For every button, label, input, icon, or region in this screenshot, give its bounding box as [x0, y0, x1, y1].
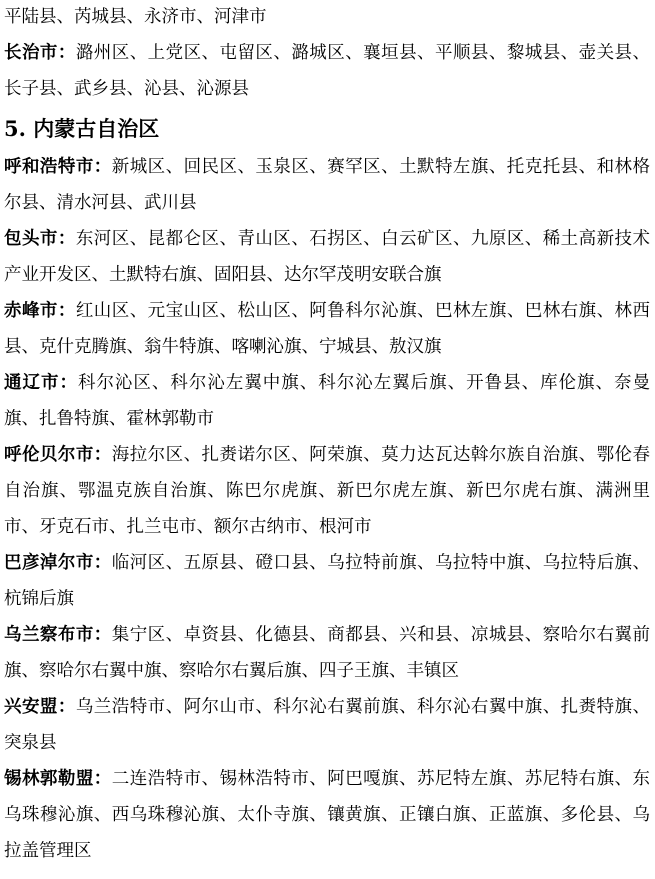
entry-hohhot — [4, 149, 650, 221]
district-list: 东河区、昆都仑区、青山区、石拐区、白云矿区、九原区、稀土高新技术产业开发区、土默特右旗、固阳县、达尔罕茂明安联合旗 — [4, 229, 651, 285]
city-name: 兴安盟： — [4, 697, 76, 717]
entry-baotou — [4, 221, 650, 293]
district-list: 科尔沁区、科尔沁左翼中旗、科尔沁左翼后旗、开鲁县、库伦旗、奈曼旗、扎鲁特旗、霍林郭勒市 — [4, 373, 651, 429]
intro-districts: 平陆县、芮城县、永济市、河津市 — [4, 7, 267, 27]
city-name: 赤峰市： — [4, 301, 76, 321]
document-page — [4, 0, 650, 869]
intro-line — [4, 0, 650, 35]
district-list: 二连浩特市、锡林浩特市、阿巴嘎旗、苏尼特左旗、苏尼特右旗、东乌珠穆沁旗、西乌珠穆沁旗、太仆寺旗、镶黄旗、正镶白旗、正蓝旗、多伦县、乌拉盖管理区 — [4, 769, 651, 861]
district-list: 乌兰浩特市、阿尔山市、科尔沁右翼前旗、科尔沁右翼中旗、扎赉特旗、突泉县 — [4, 697, 651, 753]
city-name: 长治市： — [4, 43, 76, 63]
district-list: 潞州区、上党区、屯留区、潞城区、襄垣县、平顺县、黎城县、壶关县、长子县、武乡县、沁县、沁源县 — [4, 43, 651, 99]
district-list: 红山区、元宝山区、松山区、阿鲁科尔沁旗、巴林左旗、巴林右旗、林西县、克什克腾旗、翁牛特旗、喀喇沁旗、宁城县、敖汉旗 — [4, 301, 651, 357]
district-list: 海拉尔区、扎赉诺尔区、阿荣旗、莫力达瓦达斡尔族自治旗、鄂伦春自治旗、鄂温克族自治旗、陈巴尔虎旗、新巴尔虎左旗、新巴尔虎右旗、满洲里市、牙克石市、扎兰屯市、额尔古纳市、根河市 — [4, 445, 651, 537]
district-list: 新城区、回民区、玉泉区、赛罕区、土默特左旗、托克托县、和林格尔县、清水河县、武川县 — [4, 157, 651, 213]
city-name: 呼和浩特市： — [4, 157, 112, 177]
city-name: 包头市： — [4, 229, 76, 249]
district-list: 集宁区、卓资县、化德县、商都县、兴和县、凉城县、察哈尔右翼前旗、察哈尔右翼中旗、察哈尔右翼后旗、四子王旗、丰镇区 — [4, 625, 651, 681]
city-name: 巴彦淖尔市： — [4, 553, 112, 573]
city-name: 锡林郭勒盟： — [4, 769, 112, 789]
city-name: 呼伦贝尔市： — [4, 445, 112, 465]
entry-bayannur — [4, 545, 650, 617]
entry-xilingol — [4, 761, 650, 869]
entry-ulanqab — [4, 617, 650, 689]
district-list: 临河区、五原县、磴口县、乌拉特前旗、乌拉特中旗、乌拉特后旗、杭锦后旗 — [4, 553, 651, 609]
entry-hulunbuir — [4, 437, 650, 545]
section-heading: 5. 内蒙古自治区 — [4, 116, 160, 141]
city-name: 通辽市： — [4, 373, 78, 393]
entry-hinggan — [4, 689, 650, 761]
entry-chifeng — [4, 293, 650, 365]
entry-changzhi — [4, 35, 650, 107]
city-name: 乌兰察布市： — [4, 625, 112, 645]
entry-tongliao — [4, 365, 650, 437]
